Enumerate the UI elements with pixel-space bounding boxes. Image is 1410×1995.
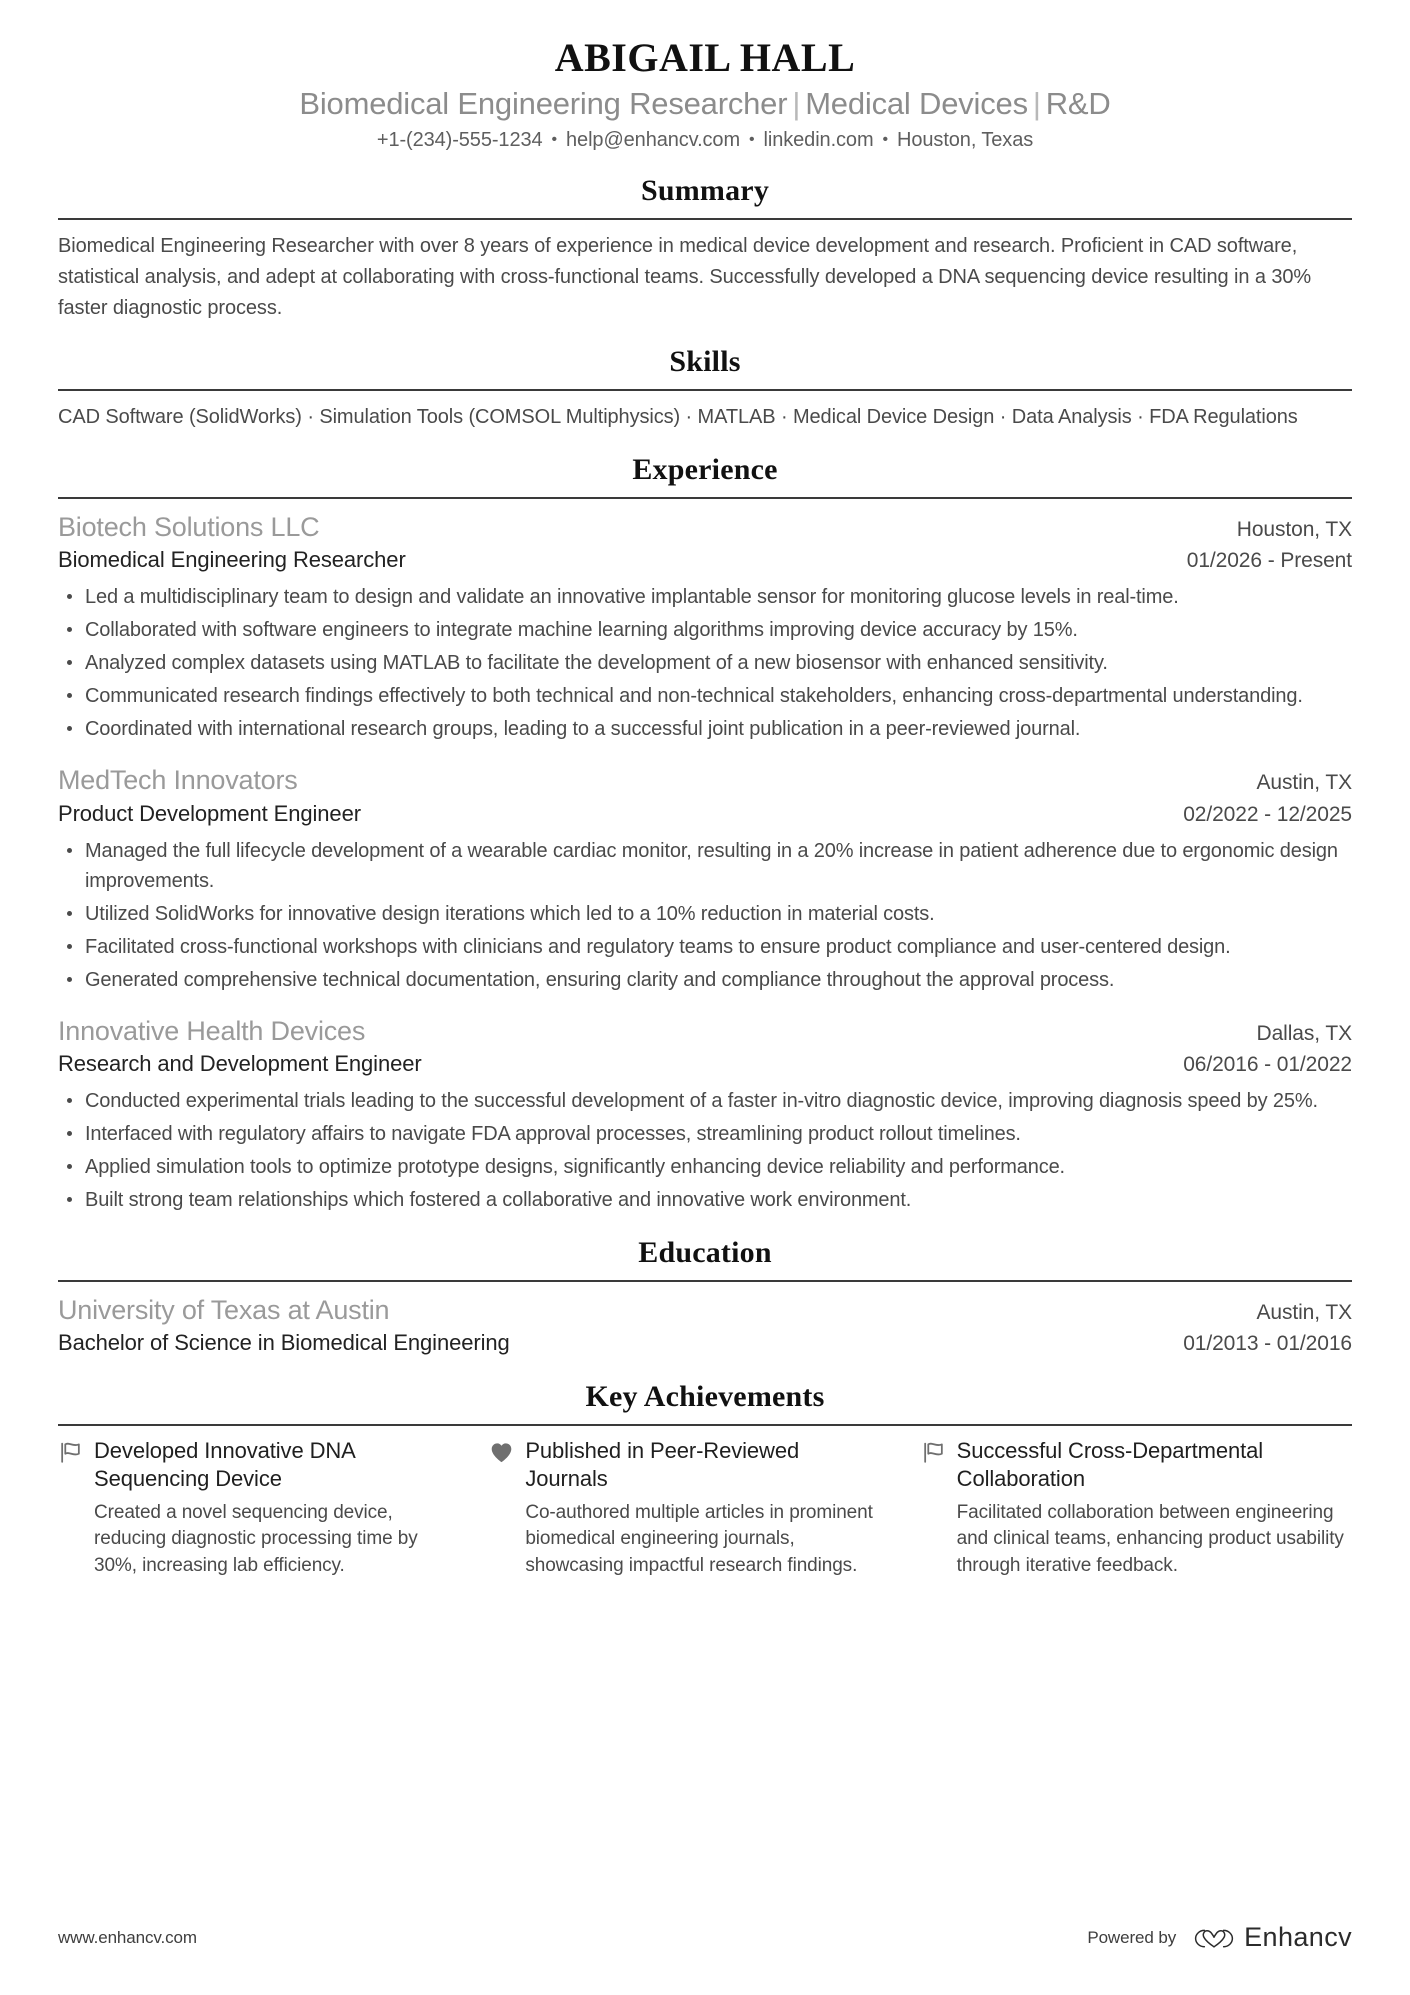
experience-bullet: Managed the full lifecycle development of a wearable cardiac monitor, resulting in a 20% increase in patient adherence due to ergonomic design improvements.	[58, 836, 1352, 896]
key-achievement-description: Created a novel sequencing device, reducing diagnostic processing time by 30%, increasing lab efficiency.	[94, 1502, 418, 1576]
experience-bullet: Built strong team relationships which fostered a collaborative and innovative work environment.	[58, 1185, 1352, 1215]
section-key-achievements	[58, 1379, 1352, 1579]
candidate-headline	[58, 85, 1352, 123]
experience-bullet: Analyzed complex datasets using MATLAB to facilitate the development of a new biosensor with enhanced sensitivity.	[58, 648, 1352, 678]
key-achievement-header	[489, 1437, 884, 1493]
key-achievement-header	[58, 1437, 453, 1493]
key-achievement-title: Published in Peer-Reviewed Journals	[525, 1437, 800, 1491]
contact-phone: +1-(234)-555-1234	[376, 129, 543, 151]
headline-part-2: Medical Devices	[805, 86, 1028, 122]
contact-linkedin[interactable]: linkedin.com	[763, 129, 874, 151]
resume-footer	[58, 1922, 1352, 1953]
key-achievement-title: Successful Cross-Departmental Collaboration	[956, 1437, 1264, 1491]
flag-icon	[58, 1440, 83, 1465]
section-rule	[58, 218, 1352, 220]
enhancv-wordmark: Enhancv	[1244, 1922, 1352, 1952]
experience-bullets	[58, 1086, 1352, 1215]
experience-title-row	[58, 1049, 1352, 1079]
experience-list	[58, 510, 1352, 1215]
skills-list: CAD Software (SolidWorks) · Simulation Tools (COMSOL Multiphysics) · MATLAB · Medical Device Design · Data Analysis · FDA Regulations	[58, 406, 1298, 428]
footer-powered-by-label: Powered by	[1087, 1927, 1177, 1947]
key-achievement-item	[921, 1437, 1352, 1579]
section-title-summary: Summary	[640, 174, 770, 207]
education-org-row	[58, 1293, 1352, 1328]
section-experience	[58, 452, 1352, 1215]
bullet-separator-icon: •	[551, 131, 558, 148]
experience-bullet: Generated comprehensive technical documentation, ensuring clarity and compliance throughout the approval process.	[58, 965, 1352, 995]
experience-bullet: Facilitated cross-functional workshops with clinicians and regulatory teams to ensure product compliance and user-centered design.	[58, 932, 1352, 962]
education-degree: Bachelor of Science in Biomedical Engineering	[58, 1330, 510, 1356]
enhancv-mark-icon	[1193, 1925, 1235, 1951]
experience-item	[58, 763, 1352, 994]
experience-bullet: Interfaced with regulatory affairs to navigate FDA approval processes, streamlining product rollout timelines.	[58, 1119, 1352, 1149]
resume-header	[58, 34, 1352, 153]
experience-org-row	[58, 510, 1352, 545]
education-organization: University of Texas at Austin	[58, 1295, 390, 1326]
experience-title-row	[58, 545, 1352, 575]
experience-bullet: Conducted experimental trials leading to the successful development of a faster in-vitro diagnostic device, improving diagnosis speed by 25%.	[58, 1086, 1352, 1116]
experience-bullet: Communicated research findings effectively to both technical and non-technical stakeholders, enhancing cross-departmental understanding.	[58, 681, 1352, 711]
experience-bullets	[58, 582, 1352, 744]
experience-bullet: Led a multidisciplinary team to design and validate an innovative implantable sensor for monitoring glucose levels in real-time.	[58, 582, 1352, 612]
experience-location: Houston, TX	[1236, 518, 1352, 541]
experience-dates: 02/2022 - 12/2025	[1183, 802, 1352, 826]
education-dates: 01/2013 - 01/2016	[1183, 1332, 1352, 1356]
education-location: Austin, TX	[1256, 1301, 1352, 1325]
experience-bullet: Collaborated with software engineers to integrate machine learning algorithms improving device accuracy by 15%.	[58, 615, 1352, 645]
headline-separator: |	[1032, 86, 1041, 122]
contact-location: Houston, Texas	[897, 129, 1034, 151]
experience-dates: 01/2026 - Present	[1186, 549, 1352, 573]
experience-organization: Biotech Solutions LLC	[58, 512, 320, 542]
candidate-name: ABIGAIL HALL	[554, 35, 856, 80]
section-rule	[58, 1424, 1352, 1426]
section-education	[58, 1235, 1352, 1358]
experience-bullets	[58, 836, 1352, 995]
experience-job-title: Research and Development Engineer	[58, 1050, 422, 1076]
section-skills	[58, 344, 1352, 432]
key-achievement-description: Co-authored multiple articles in prominent biomedical engineering journals, showcasing impactful research findings.	[525, 1502, 873, 1576]
key-achievement-item	[58, 1437, 489, 1579]
experience-location: Austin, TX	[1256, 771, 1352, 795]
experience-org-row	[58, 1014, 1352, 1049]
section-rule	[58, 389, 1352, 391]
flag-icon	[921, 1440, 946, 1465]
section-title-skills: Skills	[669, 345, 741, 378]
section-title-education: Education	[638, 1236, 772, 1270]
experience-job-title: Product Development Engineer	[58, 800, 361, 826]
experience-organization: MedTech Innovators	[58, 765, 298, 796]
experience-item	[58, 1014, 1352, 1215]
headline-part-1: Biomedical Engineering Researcher	[299, 86, 788, 122]
experience-dates: 06/2016 - 01/2022	[1183, 1052, 1352, 1076]
contact-email[interactable]: help@enhancv.com	[566, 129, 741, 151]
experience-organization: Innovative Health Devices	[58, 1015, 366, 1046]
section-title-key-achievements: Key Achievements	[585, 1379, 825, 1413]
enhancv-logo	[1193, 1922, 1352, 1953]
heart-icon	[489, 1440, 514, 1465]
section-rule	[58, 497, 1352, 499]
key-achievements-grid	[58, 1437, 1352, 1579]
footer-url[interactable]: www.enhancv.com	[58, 1927, 197, 1947]
experience-title-row	[58, 799, 1352, 829]
key-achievement-item	[489, 1437, 920, 1579]
bullet-separator-icon: •	[882, 131, 889, 148]
experience-item	[58, 510, 1352, 744]
education-degree-row	[58, 1328, 1352, 1358]
education-item	[58, 1293, 1352, 1358]
experience-job-title: Biomedical Engineering Researcher	[58, 547, 406, 573]
summary-text: Biomedical Engineering Researcher with over 8 years of experience in medical device development and research. Proficient in CAD software, statistical analysis, and adept at collaborating with cross-functional teams. Successfully developed a DNA sequencing device resulting in a 30% faster diagnostic process.	[58, 235, 1312, 319]
key-achievement-description: Facilitated collaboration between engineering and clinical teams, enhancing product usability through iterative feedback.	[956, 1502, 1344, 1576]
bullet-separator-icon: •	[749, 131, 755, 148]
section-summary	[58, 173, 1352, 324]
key-achievement-title: Developed Innovative DNA Sequencing Device	[94, 1437, 355, 1491]
key-achievement-header	[921, 1437, 1352, 1493]
experience-org-row	[58, 763, 1352, 798]
section-rule	[58, 1280, 1352, 1282]
experience-bullet: Coordinated with international research groups, leading to a successful joint publication in a peer-reviewed journal.	[58, 714, 1352, 744]
headline-separator: |	[792, 86, 801, 122]
experience-bullet: Utilized SolidWorks for innovative design iterations which led to a 10% reduction in material costs.	[58, 899, 1352, 929]
section-title-experience: Experience	[632, 453, 778, 486]
contact-line	[58, 127, 1352, 153]
headline-part-3: R&D	[1045, 86, 1111, 122]
footer-branding	[1087, 1922, 1352, 1953]
experience-bullet: Applied simulation tools to optimize prototype designs, significantly enhancing device reliability and performance.	[58, 1152, 1352, 1182]
experience-location: Dallas, TX	[1256, 1021, 1352, 1045]
